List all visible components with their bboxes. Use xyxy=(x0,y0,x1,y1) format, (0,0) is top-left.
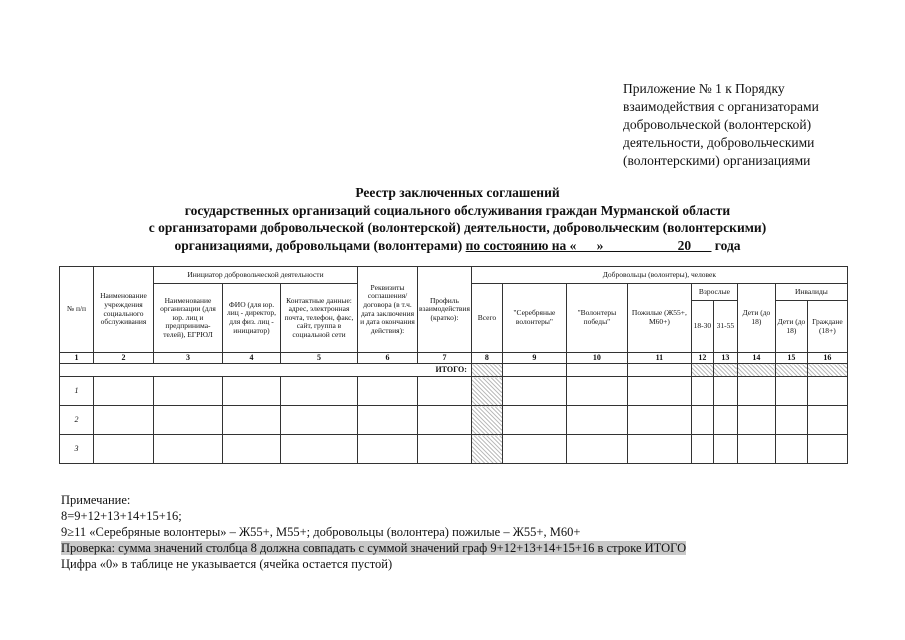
data-cell[interactable] xyxy=(94,435,154,464)
notes-heading: Примечание: xyxy=(61,493,131,507)
header-age-31-55: 31-55 xyxy=(713,301,737,353)
appendix-line: деятельности, добровольческими xyxy=(623,135,815,150)
appendix-line: (волонтерскими) организациями xyxy=(623,153,811,168)
row-number: 2 xyxy=(60,406,94,435)
data-cell[interactable] xyxy=(223,435,281,464)
appendix-line: взаимодействия с организаторами xyxy=(623,99,819,114)
document-title xyxy=(60,184,855,254)
data-cell[interactable] xyxy=(775,377,807,406)
note-check-line xyxy=(61,540,686,556)
header-children: Дети (до 18) xyxy=(737,284,775,353)
column-number: 5 xyxy=(281,353,358,364)
total-cell[interactable] xyxy=(713,364,737,377)
data-cell[interactable] xyxy=(94,406,154,435)
total-cell[interactable] xyxy=(691,364,713,377)
row-number: 3 xyxy=(60,435,94,464)
header-volunteers-group: Добровольцы (волонтеры), человек xyxy=(471,267,847,284)
data-cell[interactable] xyxy=(502,406,566,435)
total-cell[interactable] xyxy=(471,364,502,377)
data-cell[interactable] xyxy=(807,406,847,435)
data-cell[interactable] xyxy=(223,377,281,406)
data-cell[interactable] xyxy=(471,435,502,464)
column-number: 10 xyxy=(566,353,627,364)
data-cell[interactable] xyxy=(358,435,418,464)
row-number: 1 xyxy=(60,377,94,406)
total-cell[interactable] xyxy=(566,364,627,377)
data-cell[interactable] xyxy=(418,406,472,435)
column-number: 7 xyxy=(418,353,472,364)
data-cell[interactable] xyxy=(223,406,281,435)
header-disabled-citizens: Граждане (18+) xyxy=(807,301,847,353)
column-number: 2 xyxy=(94,353,154,364)
data-cell[interactable] xyxy=(471,406,502,435)
note-line: 9≥11 «Серебряные волонтеры» – Ж55+, М55+; добровольцы (волонтера) пожилые – Ж55+, М60+ xyxy=(61,525,581,539)
data-cell[interactable] xyxy=(737,377,775,406)
data-cell[interactable] xyxy=(281,406,358,435)
appendix-header xyxy=(623,80,883,170)
column-number: 1 xyxy=(60,353,94,364)
header-institution: Наименование учреждения социального обслуживания xyxy=(94,267,154,353)
data-cell[interactable] xyxy=(807,435,847,464)
appendix-line: добровольческой (волонтерской) xyxy=(623,117,812,132)
data-cell[interactable] xyxy=(358,406,418,435)
data-cell[interactable] xyxy=(737,435,775,464)
header-age-18-30: 18-30 xyxy=(691,301,713,353)
data-cell[interactable] xyxy=(281,377,358,406)
data-cell[interactable] xyxy=(154,377,223,406)
data-cell[interactable] xyxy=(154,406,223,435)
notes-section xyxy=(61,492,686,572)
header-disabled-children: Дети (до 18) xyxy=(775,301,807,353)
header-org-name: Наименование организации (для юр. лиц и предпринима-телей), ЕГРЮЛ xyxy=(154,284,223,353)
data-cell[interactable] xyxy=(566,406,627,435)
data-cell[interactable] xyxy=(281,435,358,464)
header-elderly: Пожилые (Ж55+, М60+) xyxy=(627,284,691,353)
header-silver: "Серебряные волонтеры" xyxy=(502,284,566,353)
title-line: государственных организаций социального обслуживания граждан Мурманской области xyxy=(184,202,731,218)
data-cell[interactable] xyxy=(713,406,737,435)
data-cell[interactable] xyxy=(691,435,713,464)
data-cell[interactable] xyxy=(502,377,566,406)
title-line: с организаторами добровольческой (волонтерской) деятельности, добровольческим (волонтерскими) xyxy=(148,220,767,235)
data-cell[interactable] xyxy=(713,435,737,464)
title-text: года xyxy=(711,237,741,253)
header-total: Всего xyxy=(471,284,502,353)
column-number: 12 xyxy=(691,353,713,364)
appendix-line: Приложение № 1 к Порядку xyxy=(623,81,785,96)
header-profile: Профиль взаимодействия (кратко): xyxy=(418,267,472,353)
data-cell[interactable] xyxy=(775,435,807,464)
title-line xyxy=(60,237,855,255)
data-cell[interactable] xyxy=(566,377,627,406)
header-adults-group: Взрослые xyxy=(691,284,737,301)
note-line: Цифра «0» в таблице не указывается (ячейка остается пустой) xyxy=(61,557,393,571)
data-cell[interactable] xyxy=(713,377,737,406)
data-cell[interactable] xyxy=(737,406,775,435)
table-row xyxy=(60,435,848,464)
total-cell[interactable] xyxy=(502,364,566,377)
data-cell[interactable] xyxy=(627,377,691,406)
data-cell[interactable] xyxy=(418,435,472,464)
table-row xyxy=(60,377,848,406)
title-line: Реестр заключенных соглашений xyxy=(355,185,560,200)
data-cell[interactable] xyxy=(807,377,847,406)
total-cell[interactable] xyxy=(775,364,807,377)
total-cell[interactable] xyxy=(737,364,775,377)
data-cell[interactable] xyxy=(154,435,223,464)
total-cell[interactable] xyxy=(807,364,847,377)
header-contacts: Контактные данные: адрес, электронная почта, телефон, факс, сайт, группа в социальной сети xyxy=(281,284,358,353)
data-cell[interactable] xyxy=(94,377,154,406)
data-cell[interactable] xyxy=(691,406,713,435)
data-cell[interactable] xyxy=(502,435,566,464)
registry-table xyxy=(59,266,848,464)
data-cell[interactable] xyxy=(566,435,627,464)
total-cell[interactable] xyxy=(627,364,691,377)
column-number: 6 xyxy=(358,353,418,364)
data-cell[interactable] xyxy=(775,406,807,435)
header-disabled-group: Инвалиды xyxy=(775,284,847,301)
itogo-label: ИТОГО: xyxy=(60,364,472,377)
header-agreement: Реквизиты соглашения/ договора (в т.ч. дата заключения и дата окончания действия): xyxy=(358,267,418,353)
column-number: 11 xyxy=(627,353,691,364)
column-number: 8 xyxy=(471,353,502,364)
column-number: 15 xyxy=(775,353,807,364)
column-number: 14 xyxy=(737,353,775,364)
data-cell[interactable] xyxy=(358,377,418,406)
header-victory: "Волонтеры победы" xyxy=(566,284,627,353)
data-cell[interactable] xyxy=(627,435,691,464)
title-text: организациями, добровольцами (волонтерами) xyxy=(174,237,466,253)
data-cell[interactable] xyxy=(691,377,713,406)
column-number: 4 xyxy=(223,353,281,364)
itogo-row xyxy=(60,364,848,377)
header-num: № п/п xyxy=(60,267,94,353)
header-fio: ФИО (для юр. лиц - директор, для физ. лиц - инициатор) xyxy=(223,284,281,353)
header-initiator-group: Инициатор добровольческой деятельности xyxy=(154,267,358,284)
note-highlighted-text: Проверка: сумма значений столбца 8 должна совпадать с суммой значений граф 9+12+13+14+15+16 в строке ИТОГО xyxy=(61,541,687,555)
note-line: 8=9+12+13+14+15+16; xyxy=(61,509,182,523)
data-cell[interactable] xyxy=(627,406,691,435)
table-row xyxy=(60,406,848,435)
column-number: 16 xyxy=(807,353,847,364)
title-date-placeholder: по состоянию на «___»___________20___ xyxy=(465,237,712,253)
column-number: 9 xyxy=(502,353,566,364)
column-number: 13 xyxy=(713,353,737,364)
data-cell[interactable] xyxy=(471,377,502,406)
column-number: 3 xyxy=(154,353,223,364)
data-cell[interactable] xyxy=(418,377,472,406)
